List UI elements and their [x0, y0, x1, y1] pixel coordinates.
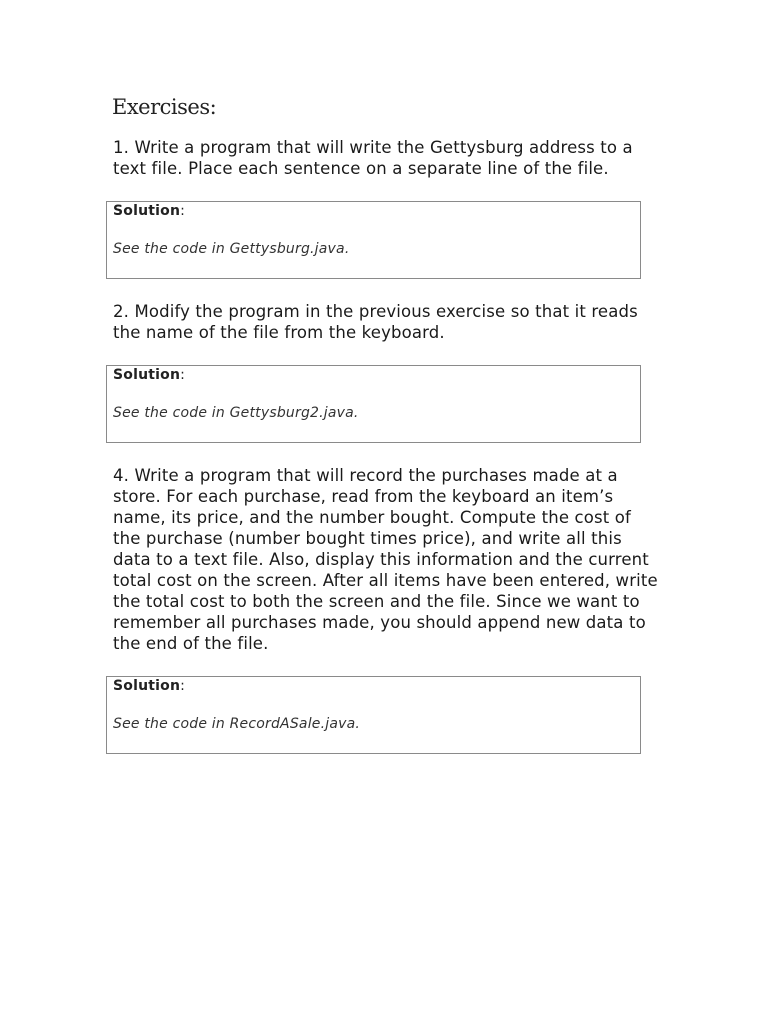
exercise-4-text: Write a program that will record the purchases made at a store. For each purchase, read from the keyboard an item’s name, its price, and the number bought. Compute the cost of the purchase (number bought times price), and write all this data to a text file. Also, display this information and the current total cost on the screen. After all items have been entered, write the total cost to both the screen and the file. Since we want to remember all purchases made, you should append new data to the end of the file. — [113, 466, 658, 653]
exercise-1-text: Write a program that will write the Gettysburg address to a text file. Place each sentence on a separate line of the file. — [113, 138, 633, 178]
solution-box-2 — [106, 365, 641, 443]
exercise-2-number: 2. — [113, 302, 130, 321]
solution-4-label: Solution: — [113, 678, 186, 694]
exercise-1 — [113, 137, 658, 179]
solution-1-text: See the code in Gettysburg.java. — [113, 241, 350, 257]
solution-box-4 — [106, 676, 641, 754]
exercise-1-number: 1. — [113, 138, 130, 157]
solution-2-text: See the code in Gettysburg2.java. — [113, 405, 359, 421]
solution-1-label: Solution: — [113, 203, 186, 219]
solution-4-text: See the code in RecordASale.java. — [113, 716, 361, 732]
exercise-4-number: 4. — [113, 466, 130, 485]
solution-2-label: Solution: — [113, 367, 186, 383]
page-title: Exercises: — [112, 95, 217, 119]
exercise-2-text: Modify the program in the previous exercise so that it reads the name of the file from the keyboard. — [113, 302, 638, 342]
solution-box-1 — [106, 201, 641, 279]
exercise-2 — [113, 301, 658, 343]
exercise-4 — [113, 465, 658, 654]
